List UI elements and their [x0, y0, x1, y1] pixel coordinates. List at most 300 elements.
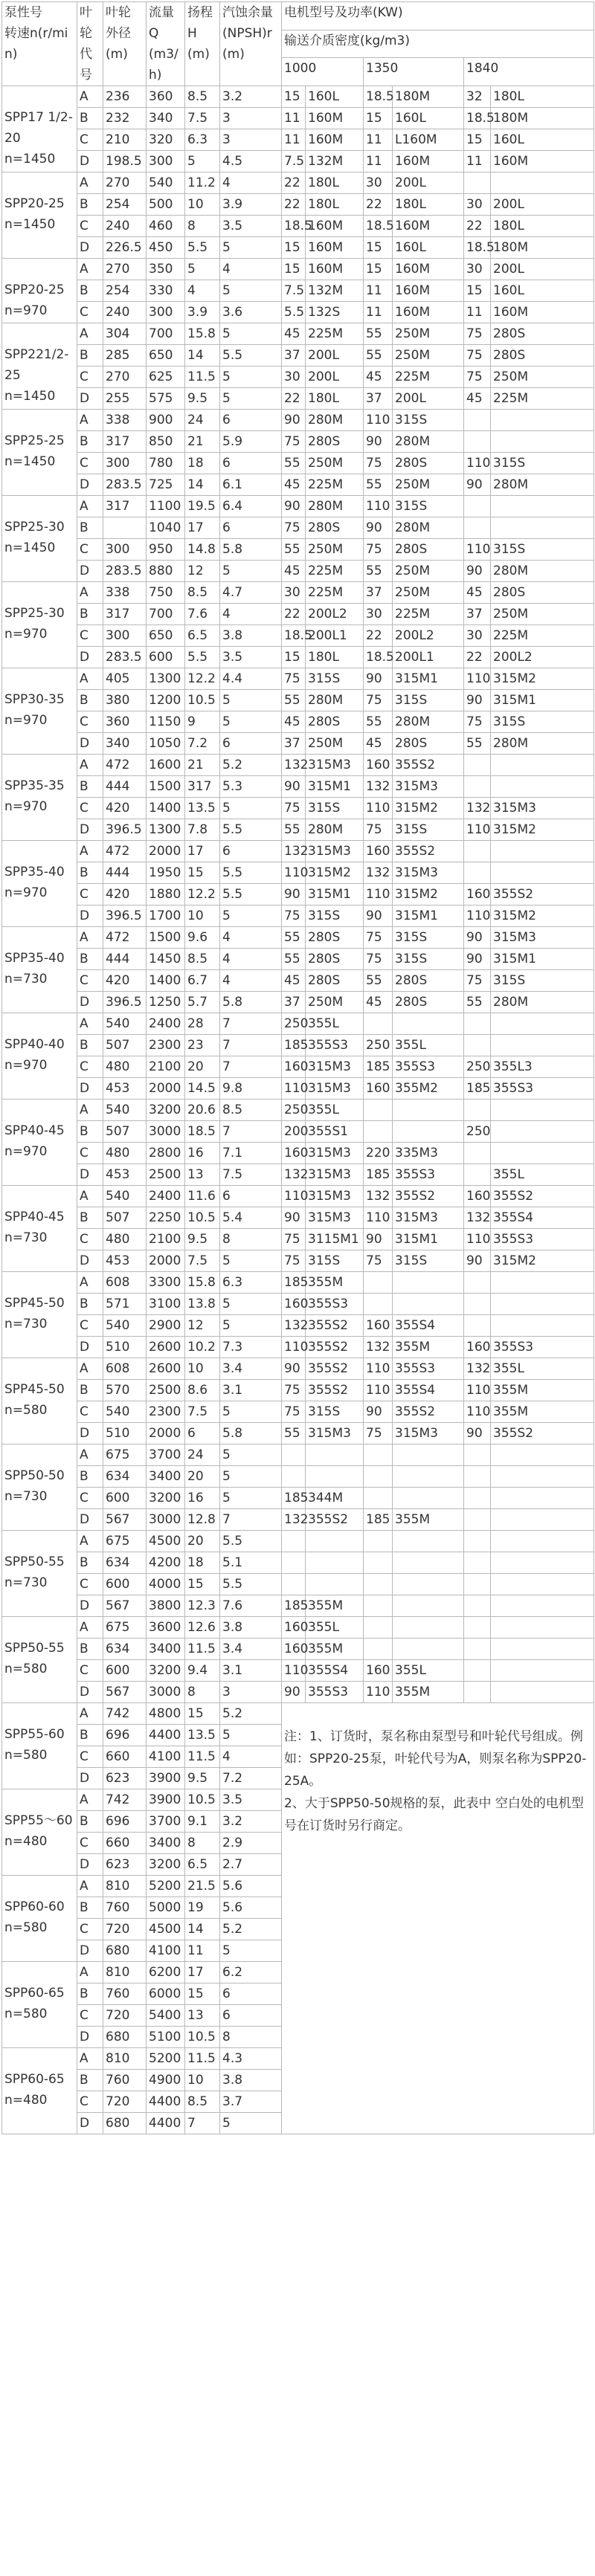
- impeller-code: C: [77, 367, 103, 388]
- impeller-code: A: [77, 1358, 103, 1380]
- impeller-od: 396.5: [103, 906, 147, 927]
- header-density-1840: 1840: [464, 58, 594, 86]
- head: 18: [185, 1552, 220, 1574]
- pump-speed: n=730: [4, 1575, 48, 1590]
- power-1840: [464, 1164, 491, 1186]
- impeller-od: 570: [103, 1380, 147, 1401]
- power-1000: 75: [282, 431, 306, 453]
- impeller-code: A: [77, 1272, 103, 1294]
- header-row-1: [2, 2, 594, 30]
- pump-model: SPP50-55: [4, 1641, 65, 1656]
- motor-1840: [491, 1660, 594, 1682]
- table-row: [2, 474, 594, 496]
- head: 13.5: [185, 798, 220, 819]
- pump-speed: n=580: [4, 1662, 48, 1676]
- pump-speed: n=580: [4, 2007, 48, 2021]
- flow: 1050: [147, 733, 185, 755]
- motor-1840: [491, 1639, 594, 1660]
- npsh: 5.8: [220, 539, 282, 561]
- impeller-code: B: [77, 1294, 103, 1315]
- head: 7.5: [185, 108, 220, 129]
- motor-1000: 180L: [306, 172, 364, 194]
- motor-1000: 3115M1: [306, 1229, 364, 1250]
- npsh: 5.8: [220, 1423, 282, 1444]
- flow: 540: [147, 172, 185, 194]
- power-1350: 30: [364, 604, 393, 625]
- motor-1000: 225M: [306, 561, 364, 582]
- power-1000: 18.5: [282, 216, 306, 237]
- table-row: [2, 841, 594, 862]
- impeller-code: D: [77, 1682, 103, 1703]
- impeller-od: 634: [103, 1552, 147, 1574]
- impeller-code: B: [77, 1983, 103, 2005]
- impeller-code: B: [77, 194, 103, 216]
- power-1840: 18.5: [464, 108, 491, 129]
- npsh: 7.5: [220, 1164, 282, 1186]
- power-1000: 18.5: [282, 625, 306, 647]
- flow: 350: [147, 259, 185, 280]
- motor-1840: 280S: [491, 345, 594, 367]
- pump-model: SPP45-50: [4, 1296, 65, 1311]
- power-1350: [364, 1639, 393, 1660]
- power-1000: 90: [282, 884, 306, 906]
- motor-1350: 355S3: [393, 1358, 464, 1380]
- motor-1000: 355L: [306, 1617, 364, 1639]
- table-row: [2, 1229, 594, 1250]
- head: 12: [185, 561, 220, 582]
- impeller-code: B: [77, 1380, 103, 1401]
- impeller-code: A: [77, 410, 103, 431]
- power-1350: [364, 1444, 393, 1466]
- head: 12.8: [185, 1509, 220, 1531]
- npsh: 7: [220, 1509, 282, 1531]
- table-row: [2, 668, 594, 690]
- npsh: 3.5: [220, 216, 282, 237]
- head: 10.5: [185, 690, 220, 711]
- impeller-code: C: [77, 1660, 103, 1682]
- pump-model-cell: [2, 755, 77, 841]
- header-motor: 电机型号及功率(KW): [282, 2, 594, 30]
- npsh: 8: [220, 2027, 282, 2048]
- motor-1350: 280M: [393, 431, 464, 453]
- npsh: 5.5: [220, 345, 282, 367]
- motor-1350: [393, 1272, 464, 1294]
- motor-1000: [306, 1444, 364, 1466]
- impeller-od: 472: [103, 755, 147, 776]
- motor-1350: [393, 1531, 464, 1552]
- impeller-code: D: [77, 819, 103, 841]
- head: 21.5: [185, 1876, 220, 1897]
- npsh: 4: [220, 1746, 282, 1768]
- flow: 3800: [147, 1595, 185, 1617]
- power-1000: 45: [282, 323, 306, 345]
- motor-1840: [491, 1121, 594, 1143]
- npsh: 5: [220, 906, 282, 927]
- table-row: [2, 1466, 594, 1488]
- power-1840: 18.5: [464, 237, 491, 259]
- flow: 2000: [147, 1078, 185, 1100]
- flow: 700: [147, 604, 185, 625]
- power-1000: 75: [282, 668, 306, 690]
- impeller-od: 540: [103, 1315, 147, 1337]
- flow: 1150: [147, 711, 185, 733]
- head: 16: [185, 1143, 220, 1164]
- head: 7: [185, 2113, 220, 2134]
- power-1840: 110: [464, 1401, 491, 1423]
- npsh: 3.2: [220, 86, 282, 108]
- flow: 2600: [147, 1337, 185, 1358]
- head: 21: [185, 431, 220, 453]
- motor-1840: 315M2: [491, 668, 594, 690]
- power-1000: [282, 1574, 306, 1595]
- head: 5: [185, 259, 220, 280]
- motor-1000: 180L: [306, 194, 364, 216]
- motor-1350: [393, 1617, 464, 1639]
- npsh: 4.4: [220, 668, 282, 690]
- npsh: 8.5: [220, 1100, 282, 1121]
- head: 11.5: [185, 1639, 220, 1660]
- power-1350: 11: [364, 129, 393, 151]
- flow: 600: [147, 647, 185, 668]
- power-1350: [364, 1294, 393, 1315]
- table-row: [2, 431, 594, 453]
- motor-1000: 355L: [306, 1013, 364, 1035]
- header-density-1000: 1000: [282, 58, 364, 86]
- motor-1840: 355S4: [491, 1207, 594, 1229]
- motor-1000: 315S: [306, 668, 364, 690]
- impeller-od: 444: [103, 862, 147, 884]
- pump-speed: n=970: [4, 799, 48, 814]
- npsh: 4: [220, 172, 282, 194]
- power-1000: 45: [282, 474, 306, 496]
- power-1350: 132: [364, 862, 393, 884]
- impeller-od: 198.5: [103, 151, 147, 172]
- flow: 2600: [147, 1358, 185, 1380]
- flow: 950: [147, 539, 185, 561]
- table-row: [2, 1401, 594, 1423]
- flow: 2500: [147, 1380, 185, 1401]
- power-1840: [464, 1552, 491, 1574]
- motor-1000: 160M: [306, 237, 364, 259]
- impeller-od: 742: [103, 1789, 147, 1811]
- npsh: 3: [220, 1682, 282, 1703]
- power-1350: 90: [364, 517, 393, 539]
- table-row: [2, 453, 594, 474]
- power-1000: [282, 1444, 306, 1466]
- motor-1000: 225M: [306, 474, 364, 496]
- head: 11.5: [185, 367, 220, 388]
- table-row: [2, 1078, 594, 1100]
- motor-1840: [491, 1013, 594, 1035]
- head: 11.2: [185, 172, 220, 194]
- head: 6.7: [185, 970, 220, 992]
- motor-1840: 315M1: [491, 690, 594, 711]
- flow: 3400: [147, 1833, 185, 1854]
- head: 6.5: [185, 625, 220, 647]
- npsh: 3.1: [220, 1380, 282, 1401]
- impeller-code: A: [77, 323, 103, 345]
- motor-1000: 315S: [306, 1250, 364, 1272]
- power-1000: 22: [282, 604, 306, 625]
- table-row: [2, 1100, 594, 1121]
- table-row: [2, 323, 594, 345]
- motor-1840: 315S: [491, 970, 594, 992]
- table-row: [2, 1294, 594, 1315]
- power-1350: 55: [364, 323, 393, 345]
- impeller-code: B: [77, 1552, 103, 1574]
- pump-speed: n=480: [4, 2093, 48, 2108]
- flow: 2400: [147, 1013, 185, 1035]
- npsh: 5.5: [220, 884, 282, 906]
- flow: 650: [147, 345, 185, 367]
- head: 13: [185, 1164, 220, 1186]
- power-1000: 55: [282, 539, 306, 561]
- impeller-code: A: [77, 1876, 103, 1897]
- pump-speed: n=580: [4, 1748, 48, 1763]
- impeller-od: 480: [103, 1143, 147, 1164]
- motor-1840: 225M: [491, 388, 594, 410]
- pump-model-cell: [2, 1531, 77, 1617]
- motor-1350: 280M: [393, 711, 464, 733]
- head: 9.6: [185, 927, 220, 949]
- npsh: 5.5: [220, 819, 282, 841]
- impeller-od: 720: [103, 2091, 147, 2113]
- head: 10: [185, 2070, 220, 2091]
- table-row: [2, 1207, 594, 1229]
- impeller-od: 255: [103, 388, 147, 410]
- motor-1000: 355S2: [306, 1358, 364, 1380]
- head: 8.6: [185, 1380, 220, 1401]
- power-1840: [464, 172, 491, 194]
- motor-1350: 355L: [393, 1035, 464, 1056]
- motor-1350: 225M: [393, 604, 464, 625]
- npsh: 5: [220, 690, 282, 711]
- head: 17: [185, 841, 220, 862]
- pump-model: SPP35-40: [4, 865, 65, 879]
- power-1840: [464, 431, 491, 453]
- motor-1000: 280S: [306, 927, 364, 949]
- pump-model: SPP55-60: [4, 1727, 65, 1742]
- motor-1000: 315M1: [306, 884, 364, 906]
- impeller-od: 675: [103, 1444, 147, 1466]
- flow: 300: [147, 302, 185, 323]
- power-1840: 37: [464, 604, 491, 625]
- power-1000: 30: [282, 582, 306, 604]
- impeller-code: B: [77, 1639, 103, 1660]
- impeller-code: A: [77, 1962, 103, 1983]
- flow: 2500: [147, 1164, 185, 1186]
- flow: 4400: [147, 2091, 185, 2113]
- head: 15: [185, 1574, 220, 1595]
- head: 13.8: [185, 1294, 220, 1315]
- npsh: 6: [220, 410, 282, 431]
- motor-1840: [491, 776, 594, 798]
- power-1840: [464, 862, 491, 884]
- motor-1350: 315S: [393, 410, 464, 431]
- head: 20: [185, 1056, 220, 1078]
- motor-1840: [491, 496, 594, 517]
- npsh: 2.9: [220, 1833, 282, 1854]
- power-1000: 160: [282, 1617, 306, 1639]
- motor-1350: 315M3: [393, 776, 464, 798]
- impeller-code: B: [77, 1811, 103, 1833]
- motor-1000: [306, 1574, 364, 1595]
- motor-1840: 355S2: [491, 1186, 594, 1207]
- impeller-od: [103, 517, 147, 539]
- motor-1840: [491, 431, 594, 453]
- flow: 6200: [147, 1962, 185, 1983]
- impeller-code: B: [77, 1207, 103, 1229]
- flow: 3900: [147, 1789, 185, 1811]
- power-1350: 90: [364, 906, 393, 927]
- pump-speed: n=730: [4, 1317, 48, 1331]
- flow: 1450: [147, 949, 185, 970]
- head: 15: [185, 862, 220, 884]
- power-1840: 22: [464, 216, 491, 237]
- motor-1350: 355S2: [393, 1186, 464, 1207]
- motor-1350: 355L: [393, 1660, 464, 1682]
- table-row: [2, 280, 594, 302]
- npsh: 3.9: [220, 194, 282, 216]
- table-row: [2, 1660, 594, 1682]
- npsh: 3.7: [220, 2091, 282, 2113]
- power-1350: 160: [364, 1660, 393, 1682]
- header-model: 泵性号 转速n(r/min): [2, 2, 77, 86]
- motor-1000: 160M: [306, 216, 364, 237]
- impeller-code: D: [77, 1250, 103, 1272]
- impeller-od: 810: [103, 2048, 147, 2070]
- motor-1000: 225M: [306, 582, 364, 604]
- motor-1000: 355S3: [306, 1035, 364, 1056]
- npsh: 4: [220, 927, 282, 949]
- npsh: 5: [220, 1294, 282, 1315]
- table-row: [2, 1315, 594, 1337]
- power-1350: [364, 1617, 393, 1639]
- flow: 5400: [147, 2005, 185, 2027]
- motor-1000: 355S2: [306, 1337, 364, 1358]
- pump-model-cell: [2, 2048, 77, 2134]
- head: 10.5: [185, 1207, 220, 1229]
- power-1840: 110: [464, 539, 491, 561]
- flow: 2900: [147, 1315, 185, 1337]
- pump-model-cell: [2, 1358, 77, 1444]
- motor-1840: 250M: [491, 367, 594, 388]
- pump-spec-table: [1, 1, 594, 2134]
- pump-speed: n=970: [4, 713, 48, 728]
- power-1840: 90: [464, 690, 491, 711]
- power-1350: 37: [364, 388, 393, 410]
- impeller-code: D: [77, 2027, 103, 2048]
- impeller-od: 540: [103, 1186, 147, 1207]
- pump-speed: n=970: [4, 303, 48, 318]
- power-1840: 250: [464, 1121, 491, 1143]
- pump-speed: n=730: [4, 1489, 48, 1504]
- motor-1840: 355L: [491, 1358, 594, 1380]
- pump-model-cell: [2, 86, 77, 172]
- flow: 5200: [147, 1876, 185, 1897]
- flow: 4400: [147, 2113, 185, 2134]
- motor-1350: 180M: [393, 86, 464, 108]
- motor-1350: [393, 1488, 464, 1509]
- pump-speed: n=970: [4, 1144, 48, 1159]
- motor-1350: [393, 1121, 464, 1143]
- head: 7.6: [185, 604, 220, 625]
- motor-1840: [491, 841, 594, 862]
- pump-model: SPP35-35: [4, 778, 65, 793]
- motor-1000: 160M: [306, 129, 364, 151]
- head: 13: [185, 2005, 220, 2027]
- power-1350: 18.5: [364, 86, 393, 108]
- impeller-od: 720: [103, 1919, 147, 1940]
- motor-1000: 315M3: [306, 1423, 364, 1444]
- impeller-od: 317: [103, 431, 147, 453]
- power-1350: 185: [364, 1509, 393, 1531]
- motor-1350: 280S: [393, 539, 464, 561]
- motor-1840: 225M: [491, 625, 594, 647]
- impeller-code: B: [77, 517, 103, 539]
- power-1000: 132: [282, 841, 306, 862]
- table-row: [2, 216, 594, 237]
- header-npsh: 汽蚀余量 (NPSH)r (m): [220, 2, 282, 86]
- table-row: [2, 1056, 594, 1078]
- power-1000: 160: [282, 1639, 306, 1660]
- power-1000: [282, 1552, 306, 1574]
- motor-1000: 315M3: [306, 1078, 364, 1100]
- flow: 3200: [147, 1854, 185, 1876]
- flow: 2000: [147, 841, 185, 862]
- motor-1000: 315S: [306, 798, 364, 819]
- motor-1840: 355M: [491, 1380, 594, 1401]
- table-row: [2, 410, 594, 431]
- pump-model: SPP20-25: [4, 283, 65, 297]
- head: 12.2: [185, 884, 220, 906]
- motor-1840: 280M: [491, 733, 594, 755]
- power-1840: 55: [464, 733, 491, 755]
- head: 8.5: [185, 2091, 220, 2113]
- power-1350: 220: [364, 1143, 393, 1164]
- power-1350: 185: [364, 1164, 393, 1186]
- power-1000: 160: [282, 1056, 306, 1078]
- motor-1840: 280S: [491, 582, 594, 604]
- power-1000: 15: [282, 86, 306, 108]
- motor-1350: [393, 1013, 464, 1035]
- impeller-code: A: [77, 1444, 103, 1466]
- power-1840: 90: [464, 1423, 491, 1444]
- npsh: 7: [220, 1056, 282, 1078]
- pump-model: SPP30-35: [4, 692, 65, 707]
- impeller-od: 380: [103, 690, 147, 711]
- motor-1000: 315M3: [306, 1056, 364, 1078]
- motor-1840: 315S: [491, 453, 594, 474]
- table-row: [2, 862, 594, 884]
- table-row: [2, 755, 594, 776]
- motor-1350: [393, 1466, 464, 1488]
- power-1350: 160: [364, 1315, 393, 1337]
- table-row: [2, 1358, 594, 1380]
- head: 19: [185, 1897, 220, 1919]
- pump-model-cell: [2, 1789, 77, 1876]
- table-row: [2, 302, 594, 323]
- npsh: 5: [220, 1315, 282, 1337]
- power-1000: 37: [282, 992, 306, 1013]
- table-row: [2, 108, 594, 129]
- impeller-od: 210: [103, 129, 147, 151]
- impeller-code: B: [77, 1121, 103, 1143]
- impeller-code: A: [77, 172, 103, 194]
- motor-1840: 250M: [491, 604, 594, 625]
- npsh: 5: [220, 711, 282, 733]
- impeller-od: 567: [103, 1509, 147, 1531]
